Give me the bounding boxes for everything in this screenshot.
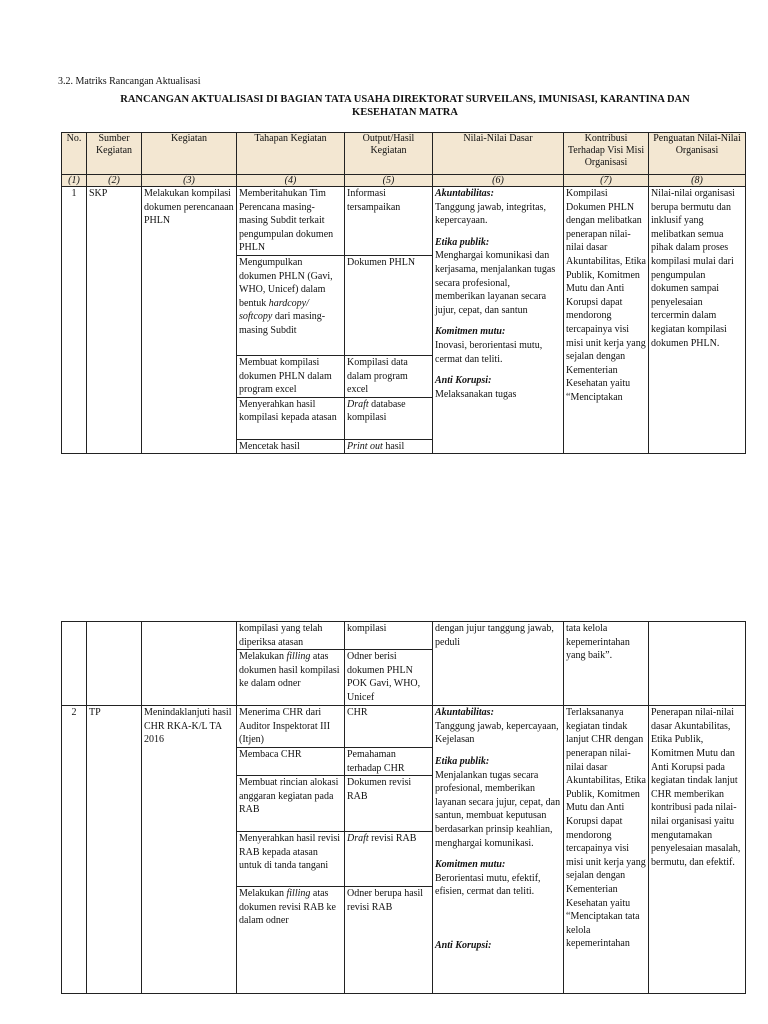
header-row [62, 133, 746, 175]
tahapan-kegiatan: Mengumpulkan dokumen PHLN (Gavi, WHO, Unicef) dalam bentuk hardcopy/ softcopy dari masing-masing Subdit [237, 256, 345, 356]
korupsi-label: Anti Korupsi: [435, 939, 492, 951]
header-nilai: Nilai-Nilai Dasar [433, 133, 564, 175]
kontribusi: tata kelola kepemerintahan yang baik”. [564, 622, 649, 706]
tahapan-kegiatan: Membuat rincian alokasi anggaran kegiatan pada RAB [237, 776, 345, 832]
column-number: (8) [649, 175, 746, 187]
kegiatan [142, 622, 237, 706]
korupsi-label: Anti Korupsi: [435, 375, 492, 387]
akuntabilitas-text: Tanggung jawab, kepercayaan, Kejelasan [435, 720, 559, 746]
etika-text: Menjalankan tugas secara profesional, memberikan layanan secara jujur, cepat, dan santun, membuat keputusan berdasarkan prinsip keahlian, menghargai komunikasi. [435, 769, 561, 849]
header-no: No. [62, 133, 87, 175]
header-output: Output/Hasil Kegiatan [345, 133, 433, 175]
tahapan-kegiatan: Menyerahkan hasil revisi RAB kepada atasan untuk di tanda tangani [237, 832, 345, 887]
output-kegiatan: Odner berisi dokumen PHLN POK Gavi, WHO, Unicef [345, 650, 433, 706]
output-kegiatan: Draft database kompilasi [345, 397, 433, 439]
table-row [62, 706, 746, 748]
row-number: 2 [62, 706, 87, 994]
column-number: (6) [433, 175, 564, 187]
akuntabilitas-label: Akuntabilitas: [435, 707, 494, 719]
tahapan-kegiatan: Memberitahukan Tim Perencana masing-masing Subdit terkait pengumpulan dokumen PHLN [237, 187, 345, 256]
output-kegiatan: Pemahaman terhadap CHR [345, 747, 433, 775]
column-number: (5) [345, 175, 433, 187]
nilai-dasar: dengan jujur tanggung jawab, peduli [433, 622, 564, 706]
column-number: (4) [237, 175, 345, 187]
document-title-line-1: RANCANGAN AKTUALISASI DI BAGIAN TATA USAHA DIREKTORAT SURVEILANS, IMUNISASI, KARANTINA DAN [120, 94, 690, 105]
column-number: (7) [564, 175, 649, 187]
mutu-text: Inovasi, berorientasi mutu, cermat dan teliti. [435, 339, 543, 365]
table-row [62, 187, 746, 256]
document-title-line-2: KESEHATAN MATRA [352, 107, 458, 118]
column-number: (3) [142, 175, 237, 187]
tahapan-kegiatan: Membaca CHR [237, 747, 345, 775]
nilai-dasar [433, 187, 564, 454]
kontribusi: Kompilasi Dokumen PHLN dengan melibatkan penerapan nilai-nilai dasar Akuntabilitas, Etika Publik, Komitmen Mutu dan Anti Korupsi dapat mendorong tercapainya visi misi unit kerja yang sejalan dengan Kementerian Kesehatan yaitu “Menciptakan [564, 187, 649, 454]
output-kegiatan: Draft revisi RAB [345, 832, 433, 887]
sumber-kegiatan: SKP [87, 187, 142, 454]
akuntabilitas-text: Tanggung jawab, integritas, kepercayaan. [435, 201, 546, 227]
output-kegiatan: Dokumen PHLN [345, 256, 433, 356]
penguatan [649, 622, 746, 706]
tahapan-kegiatan: kompilasi yang telah diperiksa atasan [237, 622, 345, 650]
output-kegiatan: CHR [345, 706, 433, 748]
penguatan: Penerapan nilai-nilai dasar Akuntabilitas, Etika Publik, Komitmen Mutu dan Anti Korupsi pada kegiatan tindak lanjut CHR memberikan kontribusi pada nilai-nilai organisasi yaitu mengutamakan penyelesaian masalah, bermutu, dan efektif. [649, 706, 746, 994]
tahapan-kegiatan: Melakukan filling atas dokumen hasil kompilasi ke dalam odner [237, 650, 345, 706]
kontribusi: Terlaksananya kegiatan tindak lanjut CHR dengan penerapan nilai-nilai dasar Akuntabilitas, Etika Publik, Komitmen Mutu dan Anti Korupsi dapat mendorong tercapainya visi misi unit kerja yang sejalan dengan Kementerian Kesehatan yaitu “Menciptakan tata kelola kepemerintahan [564, 706, 649, 994]
column-number: (1) [62, 175, 87, 187]
header-kegiatan: Kegiatan [142, 133, 237, 175]
column-number: (2) [87, 175, 142, 187]
header-kontribusi: Kontribusi Terhadap Visi Misi Organisasi [564, 133, 649, 175]
akuntabilitas-label: Akuntabilitas: [435, 188, 494, 199]
row-number [62, 622, 87, 706]
column-number-row [62, 175, 746, 187]
sumber-kegiatan: TP [87, 706, 142, 994]
kegiatan: Menindaklanjuti hasil CHR RKA-K/L TA 2016 [142, 706, 237, 994]
row-number: 1 [62, 187, 87, 454]
tahapan-kegiatan: Melakukan filling atas dokumen revisi RAB ke dalam odner [237, 887, 345, 994]
nilai-dasar [433, 706, 564, 994]
output-kegiatan: Print out hasil [345, 439, 433, 454]
tahapan-kegiatan: Mencetak hasil [237, 439, 345, 454]
etika-label: Etika publik: [435, 236, 490, 248]
penguatan: Nilai-nilai organisasi berupa bermutu dan inklusif yang melibatkan semua pihak dalam proses kompilasi mulai dari pengumpulan dokumen sampai penyelesaian tercermin dalam kegiatan kompilasi dokumen PHLN. [649, 187, 746, 454]
tahapan-kegiatan: Membuat kompilasi dokumen PHLN dalam program excel [237, 356, 345, 398]
output-kegiatan: Dokumen revisi RAB [345, 776, 433, 832]
etika-label: Etika publik: [435, 755, 490, 767]
header-tahapan: Tahapan Kegiatan [237, 133, 345, 175]
matrix-table-page-2 [61, 621, 746, 994]
sumber-kegiatan [87, 622, 142, 706]
table-row [62, 622, 746, 650]
mutu-label: Komitmen mutu: [435, 326, 506, 338]
mutu-label: Komitmen mutu: [435, 859, 506, 871]
kegiatan: Melakukan kompilasi dokumen perencanaan PHLN [142, 187, 237, 454]
output-kegiatan: Odner berupa hasil revisi RAB [345, 887, 433, 994]
output-kegiatan: Informasi tersampaikan [345, 187, 433, 256]
tahapan-kegiatan: Menyerahkan hasil kompilasi kepada atasan [237, 397, 345, 439]
header-penguatan: Penguatan Nilai-Nilai Organisasi [649, 133, 746, 175]
output-kegiatan: kompilasi [345, 622, 433, 650]
mutu-text: Berorientasi mutu, efektif, efisien, cermat dan teliti. [435, 872, 541, 898]
section-label: 3.2. Matriks Rancangan Aktualisasi [58, 76, 201, 87]
korupsi-text: Melaksanakan tugas [435, 388, 517, 400]
etika-text: Menghargai komunikasi dan kerjasama, menjalankan tugas secara profesional, memberikan layanan secara jujur, cepat, dan santun [435, 250, 556, 316]
matrix-table-page-1 [61, 132, 746, 454]
header-sumber: Sumber Kegiatan [87, 133, 142, 175]
output-kegiatan: Kompilasi data dalam program excel [345, 356, 433, 398]
tahapan-kegiatan: Menerima CHR dari Auditor Inspektorat III (Itjen) [237, 706, 345, 748]
